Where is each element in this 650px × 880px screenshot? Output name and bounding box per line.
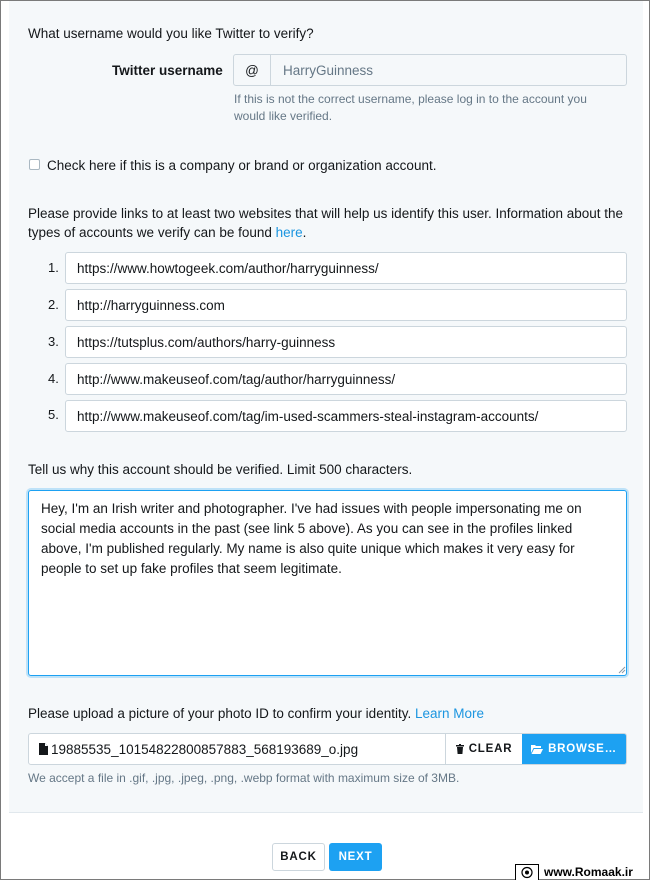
upload-prompt-text: Please upload a picture of your photo ID to confirm your identity.	[28, 706, 415, 721]
resize-grip-icon[interactable]	[618, 666, 626, 674]
reason-label: Tell us why this account should be verified. Limit 500 characters.	[28, 462, 413, 477]
reason-textarea[interactable]	[28, 490, 627, 676]
learn-more-link[interactable]: Learn More	[414, 706, 485, 721]
username-input[interactable]	[271, 55, 626, 85]
accepted-formats-text: We accept a file in .gif, .jpg, .jpeg, .png, .webp format with maximum size of 3MB.	[28, 771, 460, 785]
back-button[interactable]: BACK	[272, 843, 325, 871]
at-symbol-addon: @	[234, 55, 271, 85]
romaak-logo-icon	[515, 864, 539, 880]
link-number: 3.	[48, 334, 59, 349]
website-link-input-2[interactable]	[65, 289, 627, 321]
links-intro-end: .	[302, 225, 307, 240]
company-account-checkbox[interactable]	[29, 159, 40, 170]
verify-info-link[interactable]: here	[275, 225, 303, 240]
website-link-input-3[interactable]	[65, 326, 627, 358]
clear-button-label: CLEAR	[468, 743, 513, 755]
folder-open-icon	[531, 744, 543, 754]
company-account-label[interactable]: Check here if this is a company or brand or organization account.	[47, 158, 437, 173]
upload-prompt	[28, 706, 484, 721]
username-field-group	[233, 54, 627, 86]
clear-button[interactable]	[445, 734, 522, 764]
link-number: 5.	[48, 407, 59, 422]
website-link-input-4[interactable]	[65, 363, 627, 395]
trash-icon	[456, 744, 464, 754]
file-name-field[interactable]	[29, 734, 445, 764]
username-help-text: If this is not the correct username, please log in to the account you would like verified.	[234, 92, 587, 123]
website-link-input-5[interactable]	[65, 400, 627, 432]
next-button[interactable]: NEXT	[329, 843, 382, 871]
link-number: 4.	[48, 371, 59, 386]
link-number: 2.	[48, 297, 59, 312]
browse-button[interactable]	[522, 734, 626, 764]
username-label: Twitter username	[112, 63, 223, 78]
links-intro-text	[28, 204, 628, 242]
link-number: 1.	[48, 260, 59, 275]
username-question: What username would you like Twitter to verify?	[28, 26, 314, 41]
watermark-text: www.Romaak.ir	[544, 865, 633, 879]
watermark	[515, 863, 633, 880]
links-intro-body: Please provide links to at least two websites that will help us identify this user. Information about the types of accounts we verify can be found	[28, 206, 624, 240]
file-icon	[39, 743, 48, 755]
browse-button-label: BROWSE…	[548, 743, 617, 755]
file-upload-group	[28, 733, 627, 765]
website-link-input-1[interactable]	[65, 252, 627, 284]
file-name: 19885535_10154822800857883_568193689_o.jpg	[51, 741, 359, 757]
